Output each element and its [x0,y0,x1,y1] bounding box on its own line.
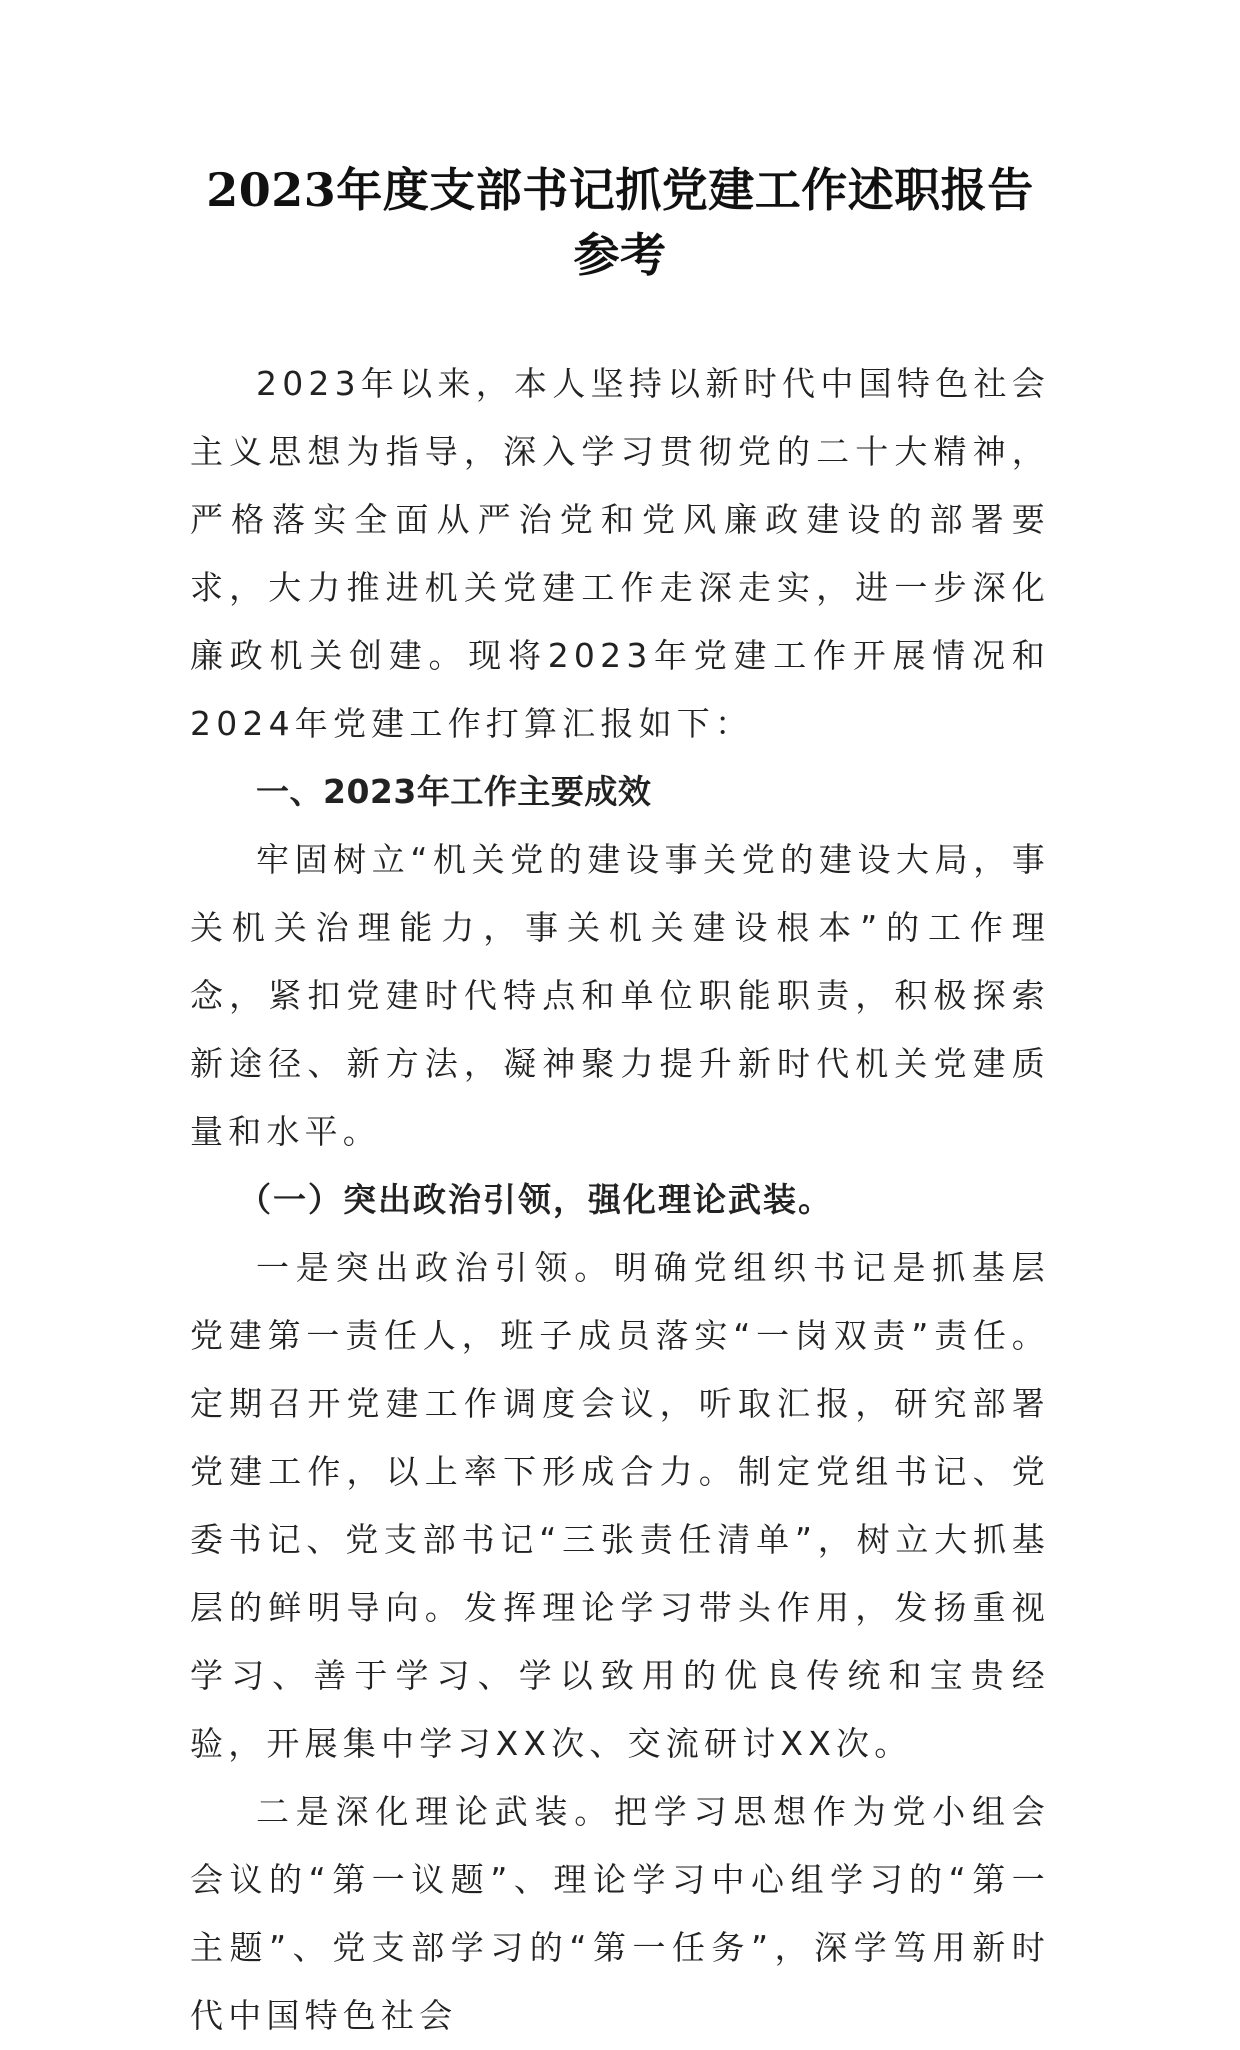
point-two-paragraph: 二是深化理论武装。把学习思想作为党小组会会议的“第一议题”、理论学习中心组学习的“第一主题”、党支部学习的“第一任务”，深学笃用新时代中国特色社会 [190,1792,1050,2035]
subsection-heading: （一）突出政治引领，强化理论武装。 [238,1180,833,1219]
point-one-paragraph: 一是突出政治引领。明确党组织书记是抓基层党建第一责任人，班子成员落实“一岗双责”责任。定期召开党建工作调度会议，听取汇报，研究部署党建工作，以上率下形成合力。制定党组书记、党委书记、党支部书记“三张责任清单”，树立大抓基层的鲜明导向。发挥理论学习带头作用，发扬重视学习、善于学习、学以致用的优良传统和宝贵经验，开展集中学习XX次、交流研讨XX次。 [190,1248,1050,1763]
section-heading: 一、2023年工作主要成效 [256,772,652,811]
intro-paragraph: 2023年以来，本人坚持以新时代中国特色社会主义思想为指导，深入学习贯彻党的二十大精神，严格落实全面从严治党和党风廉政建设的部署要求，大力推进机关党建工作走深走实，进一步深化廉政机关创建。现将2023年党建工作开展情况和2024年党建工作打算汇报如下： [190,364,1050,743]
document-title: 2023年度支部书记抓党建工作述职报告参考 [206,163,1034,282]
document-body [190,350,1050,2050]
section-intro-paragraph: 牢固树立“机关党的建设事关党的建设大局，事关机关治理能力，事关机关建设根本”的工作理念，紧扣党建时代特点和单位职能职责，积极探索新途径、新方法，凝神聚力提升新时代机关党建质量和水平。 [190,840,1050,1151]
